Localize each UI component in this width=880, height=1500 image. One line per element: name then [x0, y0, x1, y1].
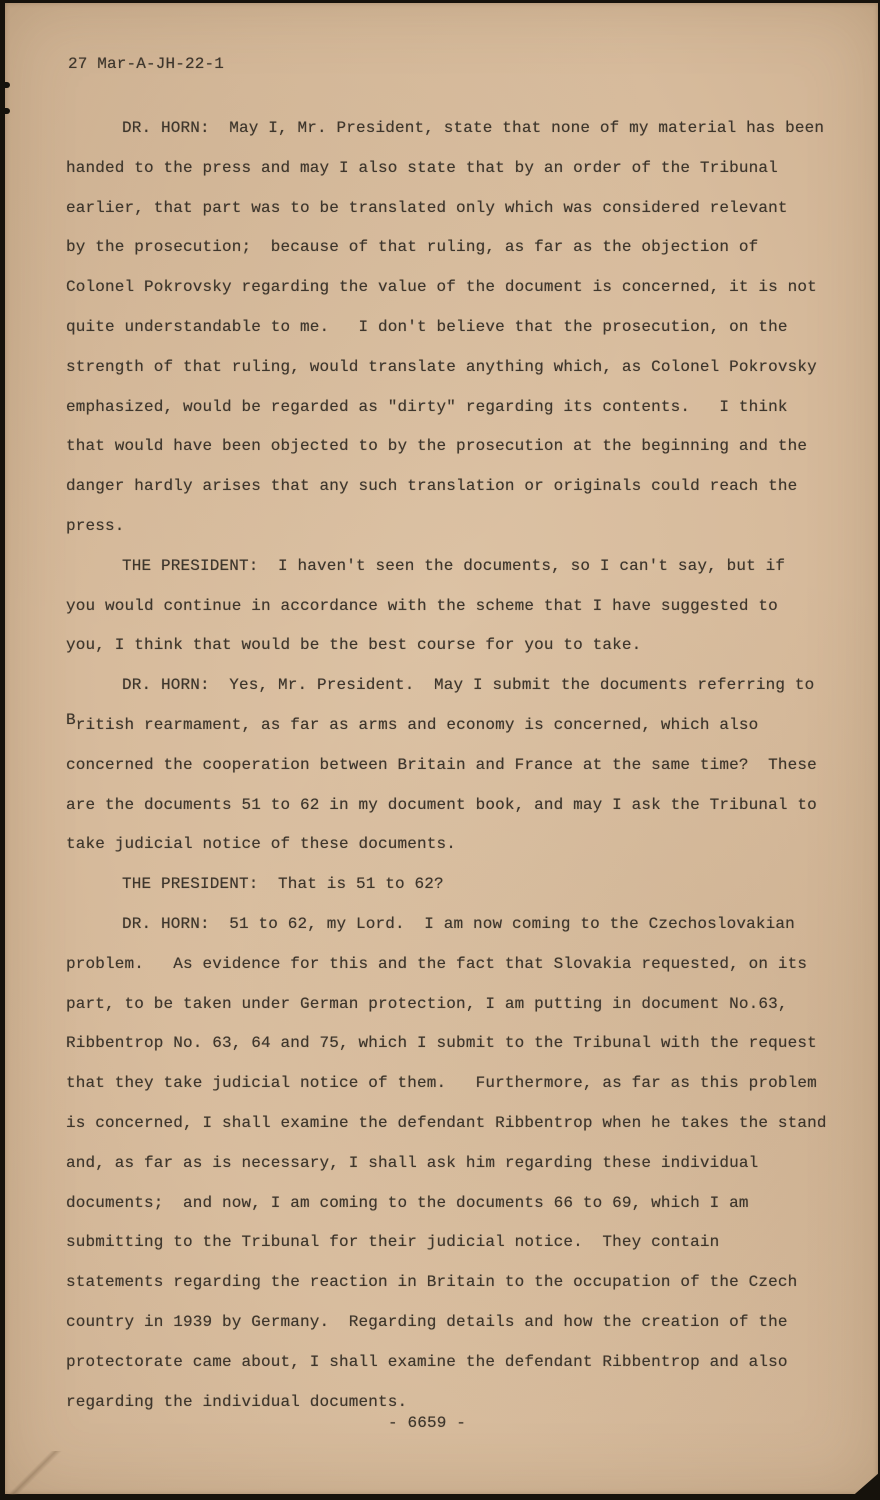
transcript-line: danger hardly arises that any such translation or originals could reach the	[66, 477, 798, 496]
transcript-line: THE PRESIDENT: That is 51 to 62?	[122, 875, 444, 894]
transcript-line: DR. HORN: 51 to 62, my Lord. I am now coming to the Czechoslovakian	[122, 914, 795, 933]
transcript-line: that they take judicial notice of them. Furthermore, as far as this problem	[66, 1074, 817, 1093]
transcript-line: protectorate came about, I shall examine the defendant Ribbentrop and also	[66, 1352, 788, 1371]
transcript-line: you, I think that would be the best course for you to take.	[66, 636, 642, 655]
transcript-line: handed to the press and may I also state that by an order of the Tribunal	[66, 158, 778, 177]
transcript-line: documents; and now, I am coming to the documents 66 to 69, which I am	[66, 1193, 749, 1212]
transcript-line: country in 1939 by Germany. Regarding details and how the creation of the	[66, 1312, 788, 1331]
raised-character: B	[66, 710, 76, 729]
transcript-line: regarding the individual documents.	[66, 1392, 408, 1411]
transcript-line: problem. As evidence for this and the fact that Slovakia requested, on its	[66, 954, 808, 973]
transcript-body	[66, 109, 866, 1422]
transcript-line: and, as far as is necessary, I shall ask him regarding these individual	[66, 1153, 759, 1172]
transcript-line: THE PRESIDENT: I haven't seen the documents, so I can't say, but if	[122, 556, 786, 575]
transcript-line: Colonel Pokrovsky regarding the value of the document is concerned, it is not	[66, 278, 817, 297]
transcript-line: statements regarding the reaction in Britain to the occupation of the Czech	[66, 1273, 798, 1292]
transcript-line: concerned the cooperation between Britain and France at the same time? These	[66, 755, 817, 774]
paper-crease	[4, 1451, 64, 1495]
transcript-line: DR. HORN: May I, Mr. President, state that none of my material has been	[122, 119, 825, 137]
transcript-line: take judicial notice of these documents.	[66, 835, 457, 854]
transcript-line: is concerned, I shall examine the defendant Ribbentrop when he takes the stand	[66, 1113, 827, 1132]
transcript-line: submitting to the Tribunal for their judicial notice. They contain	[66, 1233, 720, 1252]
transcript-line: British rearmament, as far as arms and economy is concerned, which also	[66, 710, 759, 734]
transcript-line: Ribbentrop No. 63, 64 and 75, which I submit to the Tribunal with the request	[66, 1034, 817, 1053]
transcript-line: emphasized, would be regarded as "dirty" regarding its contents. I think	[66, 397, 788, 416]
transcript-line: are the documents 51 to 62 in my document book, and may I ask the Tribunal to	[66, 795, 817, 814]
document-page	[5, 3, 878, 1494]
transcript-line: you would continue in accordance with the scheme that I have suggested to	[66, 596, 778, 615]
transcript-line: that would have been objected to by the prosecution at the beginning and the	[66, 437, 808, 456]
transcript-line: press.	[66, 516, 125, 535]
transcript-line: by the prosecution; because of that ruling, as far as the objection of	[66, 238, 759, 257]
page-header: 27 Mar-A-JH-22-1	[68, 55, 225, 73]
transcript-line: quite understandable to me. I don't believe that the prosecution, on the	[66, 317, 788, 336]
transcript-line: strength of that ruling, would translate anything which, as Colonel Pokrovsky	[66, 357, 817, 376]
binding-notch	[0, 82, 10, 88]
transcript-line: earlier, that part was to be translated only which was considered relevant	[66, 198, 788, 217]
page-number: - 6659 -	[388, 1414, 467, 1432]
binding-notch	[0, 108, 10, 114]
transcript-line: DR. HORN: Yes, Mr. President. May I submit the documents referring to	[122, 676, 815, 695]
transcript-line: part, to be taken under German protection, I am putting in document No.63,	[66, 994, 788, 1013]
